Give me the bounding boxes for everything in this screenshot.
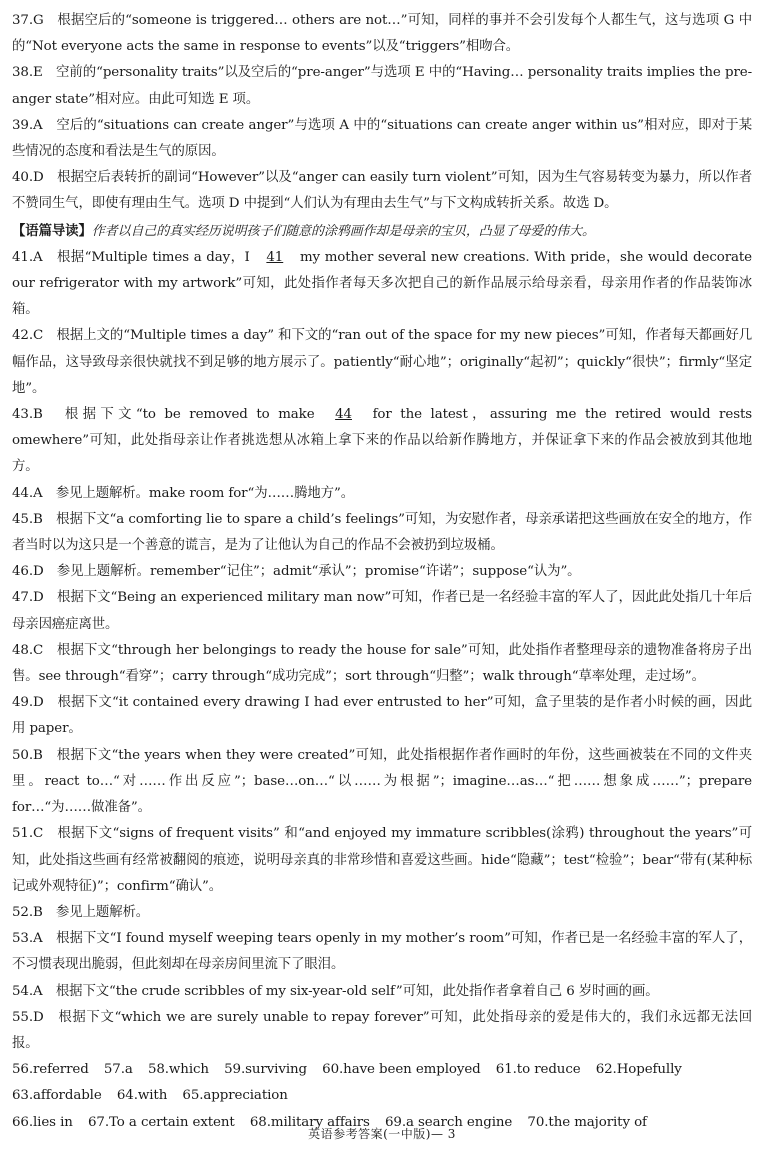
fill-answers-row-1 <box>12 1057 752 1083</box>
passage-intro <box>12 218 752 245</box>
answer-55: 55.D 根据下文“which we are surely unable to repay forever”可知，此处指母亲的爱是伟大的，我们永远都无法回报。 <box>12 1009 752 1051</box>
fill-answer: 70.the majority of <box>527 1114 647 1130</box>
fill-answer: 66.lies in <box>12 1114 73 1130</box>
fill-answer: 67.To a certain extent <box>88 1114 235 1130</box>
blank-41: 41 <box>266 249 284 265</box>
answer-44: 44.A 参见上题解析。make room for“为……腾地方”。 <box>12 485 354 501</box>
fill-answer: 61.to reduce <box>495 1062 581 1078</box>
fill-answer: 58.which <box>147 1062 209 1078</box>
answer-explanations <box>12 8 752 1136</box>
answer-45: 45.B 根据下文“a comforting lie to spare a child’s feelings”可知，为安慰作者，母亲承诺把这些画放在安全的地方，作者当时以为这只是一个善意的谎言，是为了让他认为自己的作品不会被扔到垃圾桶。 <box>12 511 752 554</box>
fill-answer: 62.Hopefully <box>595 1062 682 1078</box>
answer-42: 42.C 根据上文的“Multiple times a day” 和下文的“ran out of the space for my new pieces”可知，作者每天都画好几幅作品，这导致母亲很快就找不到足够的地方展示了。patiently“耐心地”；originally“起初”；quickly“很快”；firmly“坚定地”。 <box>12 328 752 396</box>
answer-50: 50.B 根据下文“the years when they were created”可知，此处指根据作者作画时的年份，这些画被装在不同的文件夹里。react to…“对……作出反应”；base…on…“以……为根据”；imagine…as…“把……想象成……”；prepare for…“为……做准备”。 <box>12 747 752 816</box>
fill-answer: 69.a search engine <box>385 1114 513 1130</box>
answer-47: 47.D 根据下文“Being an experienced military man now”可知，作者已是一名经验丰富的军人了，因此此处指几十年后母亲因癌症离世。 <box>12 590 752 632</box>
fill-answer: 57.a <box>103 1062 133 1078</box>
fill-answer: 65.appreciation <box>182 1088 288 1104</box>
page-footer: 英语参考答案(一中版)— 3 <box>308 1127 456 1141</box>
answer-49: 49.D 根据下文“it contained every drawing I had ever entrusted to her”可知，盒子里装的是作者小时候的画，因此用 paper。 <box>12 695 752 737</box>
answer-41 <box>12 245 752 324</box>
intro-label: 【语篇导读】 <box>12 222 92 239</box>
answer-43-after: for the latest，assuring me the retired would rests omewhere”可知，此处指母亲让作者挑选想从冰箱上拿下来的作品以给新作腾地方，并保证拿下来的作品会被放到其他地方。 <box>12 407 753 475</box>
fill-answer: 56.referred <box>12 1062 89 1078</box>
answer-48: 48.C 根据下文“through her belongings to ready the house for sale”可知，此处指作者整理母亲的遗物准备将房子出售。see through“看穿”；carry through“成功完成”；sort through“归整”；walk through“草率处理，走过场”。 <box>12 642 752 685</box>
answer-43-before: 43.B 根据下文“to be removed to make <box>12 407 324 423</box>
answer-40: 40.D 根据空后表转折的副词“However”以及“anger can easily turn violent”可知，因为生气容易转变为暴力，所以作者不赞同生气，即使有理由生气。选项 D 中提到“人们认为有理由去生气”与下文构成转折关系。故选 D。 <box>12 170 752 212</box>
answer-53: 53.A 根据下文“I found myself weeping tears openly in my mother’s room”可知，作者已是一名经验丰富的军人了，不习惯表现出脆弱，但此刻却在母亲房间里流下了眼泪。 <box>12 931 752 973</box>
intro-text: 作者以自己的真实经历说明孩子们随意的涂鸦画作却是母亲的宝贝，凸显了母爱的伟大。 <box>91 223 595 239</box>
blank-44: 44 <box>335 407 352 423</box>
answer-39: 39.A 空后的“situations can create anger”与选项 A 中的“situations can create anger within us”相对应，即对于某些情况的态度和看法是生气的原因。 <box>12 117 752 160</box>
answer-38: 38.E 空前的“personality traits”以及空后的“pre-anger”与选项 E 中的“Having… personality traits implies the pre-anger state”相对应。由此可知选 E 项。 <box>12 65 752 107</box>
answer-43 <box>12 402 752 481</box>
answer-51: 51.C 根据下文“signs of frequent visits” 和“and enjoyed my immature scribbles(涂鸦) throughout the years”可知，此处指这些画有经常被翻阅的痕迹，说明母亲真的非常珍惜和喜爱这些画。hide“隐藏”；test“检验”；bear“带有(某种标记或外观特征)”；confirm“确认”。 <box>12 826 752 894</box>
fill-answer: 63.affordable <box>12 1088 102 1104</box>
fill-answer: 68.military affairs <box>249 1114 370 1130</box>
answer-54: 54.A 根据下文“the crude scribbles of my six-year-old self”可知，此处指作者拿着自己 6 岁时画的画。 <box>12 983 659 999</box>
fill-answer: 60.have been employed <box>322 1062 481 1078</box>
answer-41-after: my mother several new creations. With pride，she would decorate our refrigerator with my artwork”可知，此处指作者每天多次把自己的新作品展示给母亲看，母亲用作者的作品装饰冰箱。 <box>12 249 752 318</box>
answer-41-before: 41.A 根据“Multiple times a day，I <box>12 249 255 265</box>
answer-52: 52.B 参见上题解析。 <box>12 904 150 920</box>
fill-answer: 59.surviving <box>224 1062 307 1078</box>
answer-37: 37.G 根据空后的“someone is triggered… others are not…”可知，同样的事并不会引发每个人都生气，这与选项 G 中的“Not everyone acts the same in response to events”以及“triggers”相吻合。 <box>12 13 752 55</box>
fill-answers-row-2 <box>12 1083 752 1109</box>
fill-answer: 64.with <box>116 1088 168 1104</box>
answer-46: 46.D 参见上题解析。remember“记住”；admit“承认”；promise“许诺”；suppose“认为”。 <box>12 564 581 580</box>
